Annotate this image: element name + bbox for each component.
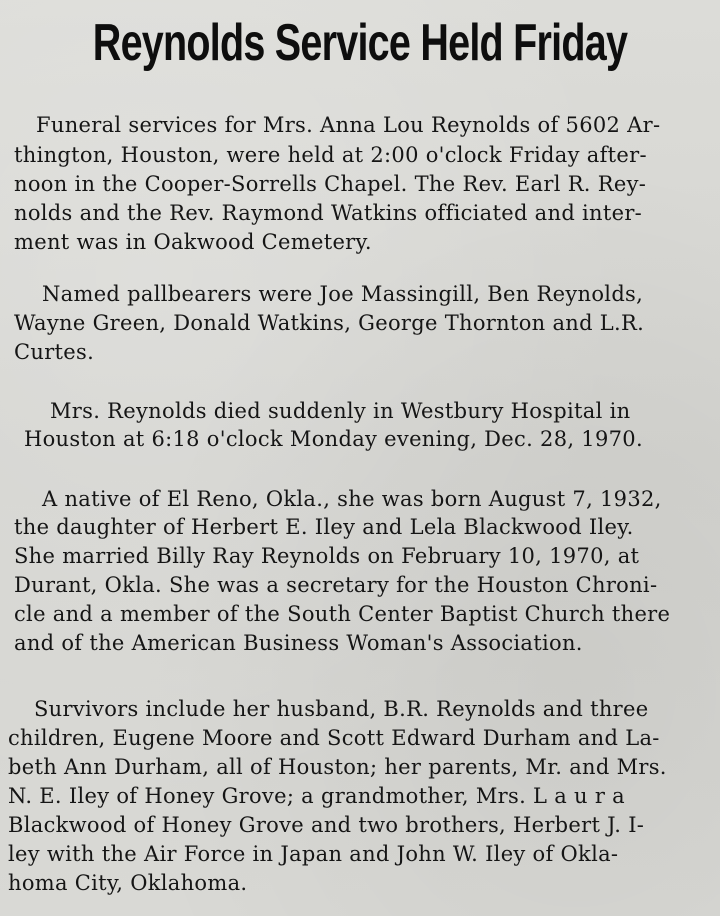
text-line: Wayne Green, Donald Watkins, George Thornton and L.R. bbox=[14, 311, 645, 335]
text-line: thington, Houston, were held at 2:00 o'clock Friday after- bbox=[14, 143, 647, 167]
text-line: children, Eugene Moore and Scott Edward Durham and La- bbox=[8, 726, 660, 750]
text-line: Curtes. bbox=[14, 340, 95, 364]
text-line: ment was in Oakwood Cemetery. bbox=[14, 230, 372, 254]
headline: Reynolds Service Held Friday bbox=[92, 14, 628, 72]
text-line: Funeral services for Mrs. Anna Lou Reynolds of 5602 Ar- bbox=[36, 113, 661, 137]
text-line: and of the American Business Woman's Association. bbox=[14, 631, 583, 655]
text-line: She married Billy Ray Reynolds on February 10, 1970, at bbox=[14, 544, 640, 568]
text-line: homa City, Oklahoma. bbox=[8, 871, 248, 895]
text-line: Survivors include her husband, B.R. Reynolds and three bbox=[34, 697, 649, 721]
text-line: beth Ann Durham, all of Houston; her parents, Mr. and Mrs. bbox=[8, 755, 667, 779]
text-line: nolds and the Rev. Raymond Watkins officiated and inter- bbox=[14, 201, 643, 225]
text-line: noon in the Cooper-Sorrells Chapel. The Rev. Earl R. Rey- bbox=[14, 172, 647, 196]
text-line: Named pallbearers were Joe Massingill, Ben Reynolds, bbox=[42, 282, 644, 306]
text-line: cle and a member of the South Center Baptist Church there bbox=[14, 602, 671, 626]
text-line: Blackwood of Honey Grove and two brothers, Herbert J. I- bbox=[8, 813, 645, 837]
text-line: Mrs. Reynolds died suddenly in Westbury Hospital in bbox=[50, 399, 631, 423]
text-line: Durant, Okla. She was a secretary for the Houston Chroni- bbox=[14, 573, 658, 597]
text-line: A native of El Reno, Okla., she was born August 7, 1932, bbox=[42, 487, 662, 511]
text-line: the daughter of Herbert E. Iley and Lela Blackwood Iley. bbox=[14, 515, 634, 539]
text-line: Houston at 6:18 o'clock Monday evening, Dec. 28, 1970. bbox=[24, 427, 643, 451]
text-line: ley with the Air Force in Japan and John W. Iley of Okla- bbox=[8, 842, 619, 866]
text-line: N. E. Iley of Honey Grove; a grandmother, Mrs. L a u r a bbox=[8, 784, 625, 808]
